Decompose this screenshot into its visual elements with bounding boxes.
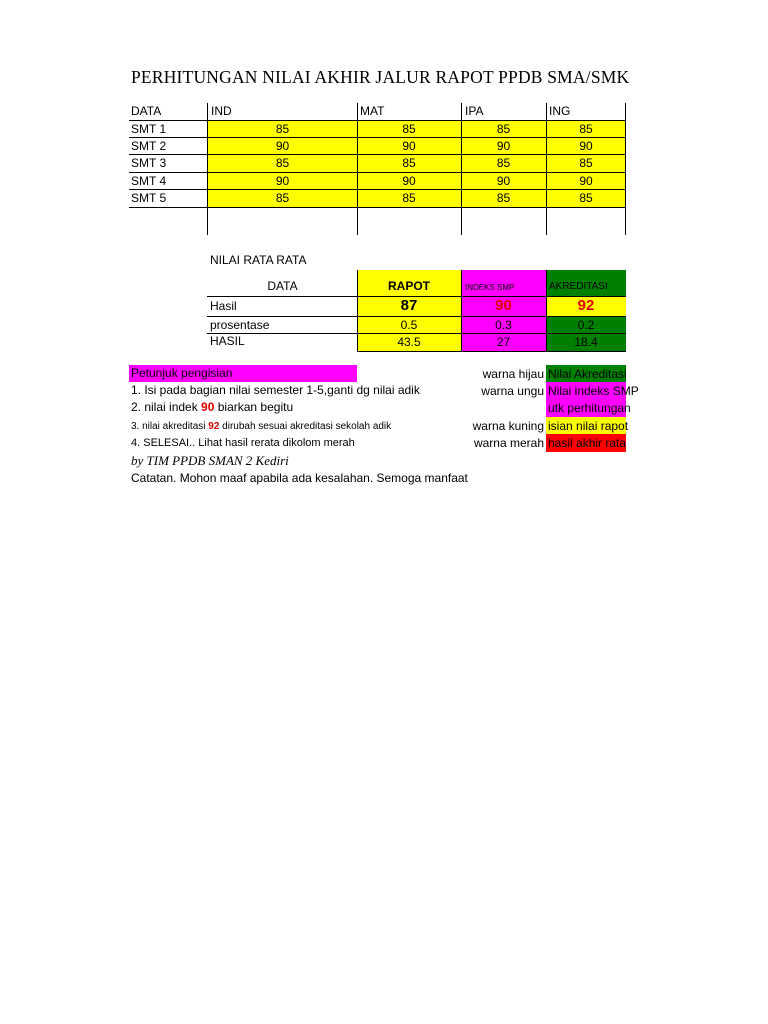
col-akreditasi: AKREDITASI <box>549 281 608 292</box>
grades-header-mat: MAT <box>360 104 385 118</box>
col-rapot: RAPOT <box>388 279 430 293</box>
row-label: SMT 1 <box>131 122 167 136</box>
grade-cell[interactable]: 85 <box>579 156 593 170</box>
grade-cell[interactable]: 85 <box>275 122 290 136</box>
grade-cell[interactable]: 85 <box>402 191 416 205</box>
legend-magenta-desc: Nilai indeks SMP <box>548 384 639 398</box>
legend-magenta-label: warna ungu <box>481 384 544 398</box>
grade-cell[interactable]: 90 <box>275 139 290 153</box>
grades-header-ind: IND <box>211 104 232 118</box>
row-label: SMT 4 <box>131 174 167 188</box>
legend-green-label: warna hijau <box>482 367 544 381</box>
legend-red-desc: hasil akhir rata <box>548 436 627 450</box>
akreditasi-value[interactable]: 92 <box>577 297 595 314</box>
summary-row-label: prosentase <box>210 318 270 332</box>
grade-cell[interactable]: 90 <box>275 174 290 188</box>
step3-value: 92 <box>208 421 220 432</box>
legend-green-desc: Nilai Akreditasi <box>548 367 627 381</box>
grades-header-data: DATA <box>131 104 162 118</box>
grid-line <box>357 270 358 352</box>
instruction-step-4: 4. SELESAI.. Lihat hasil rerata dikolom merah <box>131 437 355 449</box>
legend-yellow-desc: isian nilai rapot <box>548 419 629 433</box>
summary-row-label: Hasil <box>210 299 237 313</box>
legend-magenta-desc-2: utk perhitungan <box>548 401 631 415</box>
legend-yellow-label: warna kuning <box>472 419 544 433</box>
grades-header-ing: ING <box>549 104 571 118</box>
col-indeks-smp: INDEKS SMP <box>465 283 515 292</box>
grid-line <box>129 207 626 208</box>
step3-suffix: dirubah sesuai akreditasi sekolah adik <box>219 421 392 432</box>
grade-cell[interactable]: 85 <box>496 122 511 136</box>
summary-title: NILAI RATA RATA <box>210 253 307 267</box>
instructions-heading: Petunjuk pengisian <box>131 366 233 380</box>
credit-text: by TIM PPDB SMAN 2 Kediri <box>131 453 289 468</box>
grade-cell[interactable]: 85 <box>275 191 290 205</box>
grade-cell[interactable]: 85 <box>579 191 593 205</box>
grade-cell[interactable]: 85 <box>579 122 593 136</box>
step2-prefix: 2. nilai indek <box>131 400 202 414</box>
summary-header-data: DATA <box>267 279 298 293</box>
grid-line <box>129 154 626 155</box>
rapot-result: 43.5 <box>397 335 421 349</box>
grid-line <box>625 103 626 235</box>
grade-cell[interactable]: 85 <box>496 156 511 170</box>
row-label: SMT 5 <box>131 191 167 205</box>
indeks-percent: 0.3 <box>495 318 512 332</box>
summary-row-label: HASIL <box>210 334 245 348</box>
instruction-step-3 <box>131 418 461 435</box>
row-label: SMT 2 <box>131 139 167 153</box>
grid-line <box>207 316 626 317</box>
grid-line <box>461 103 462 235</box>
grade-cell[interactable]: 85 <box>402 156 416 170</box>
page-title: PERHITUNGAN NILAI AKHIR JALUR RAPOT PPDB SMA/SMK <box>131 67 630 87</box>
rapot-average: 87 <box>400 297 418 314</box>
grid-line <box>129 137 626 138</box>
grade-cell[interactable]: 90 <box>496 139 511 153</box>
step2-suffix: biarkan begitu <box>214 400 294 414</box>
grid-line <box>546 103 547 235</box>
row-label: SMT 3 <box>131 156 167 170</box>
grade-cell[interactable]: 85 <box>275 156 290 170</box>
rapot-percent: 0.5 <box>400 318 418 332</box>
step2-value: 90 <box>201 400 215 414</box>
akreditasi-result: 18.4 <box>574 335 598 349</box>
grid-line <box>357 103 358 235</box>
step3-prefix: 3. nilai akreditasi <box>131 421 209 432</box>
grade-cell[interactable]: 90 <box>402 174 416 188</box>
legend-red-label: warna merah <box>473 436 544 450</box>
grade-cell[interactable]: 85 <box>496 191 511 205</box>
instruction-step-2 <box>131 399 461 417</box>
grades-header-ipa: IPA <box>465 104 484 118</box>
note-text: Catatan. Mohon maaf apabila ada kesalahan. Semoga manfaat <box>131 471 468 485</box>
grid-line <box>129 189 626 190</box>
akreditasi-percent: 0.2 <box>577 318 595 332</box>
grade-cell[interactable]: 90 <box>579 174 593 188</box>
grid-line <box>461 270 462 352</box>
indeks-result: 27 <box>496 335 511 349</box>
instruction-step-1: 1. Isi pada bagian nilai semester 1-5,ganti dg nilai adik <box>131 383 420 397</box>
grade-cell[interactable]: 85 <box>402 122 416 136</box>
grid-line <box>207 333 626 334</box>
grade-cell[interactable]: 90 <box>402 139 416 153</box>
grid-line <box>207 296 626 297</box>
grid-line <box>357 351 626 352</box>
grade-cell[interactable]: 90 <box>496 174 511 188</box>
grid-line <box>207 103 208 235</box>
grid-line <box>129 120 626 121</box>
grid-line <box>129 172 626 173</box>
grid-line <box>546 270 547 352</box>
grade-cell[interactable]: 90 <box>579 139 593 153</box>
indeks-value[interactable]: 90 <box>495 297 512 314</box>
